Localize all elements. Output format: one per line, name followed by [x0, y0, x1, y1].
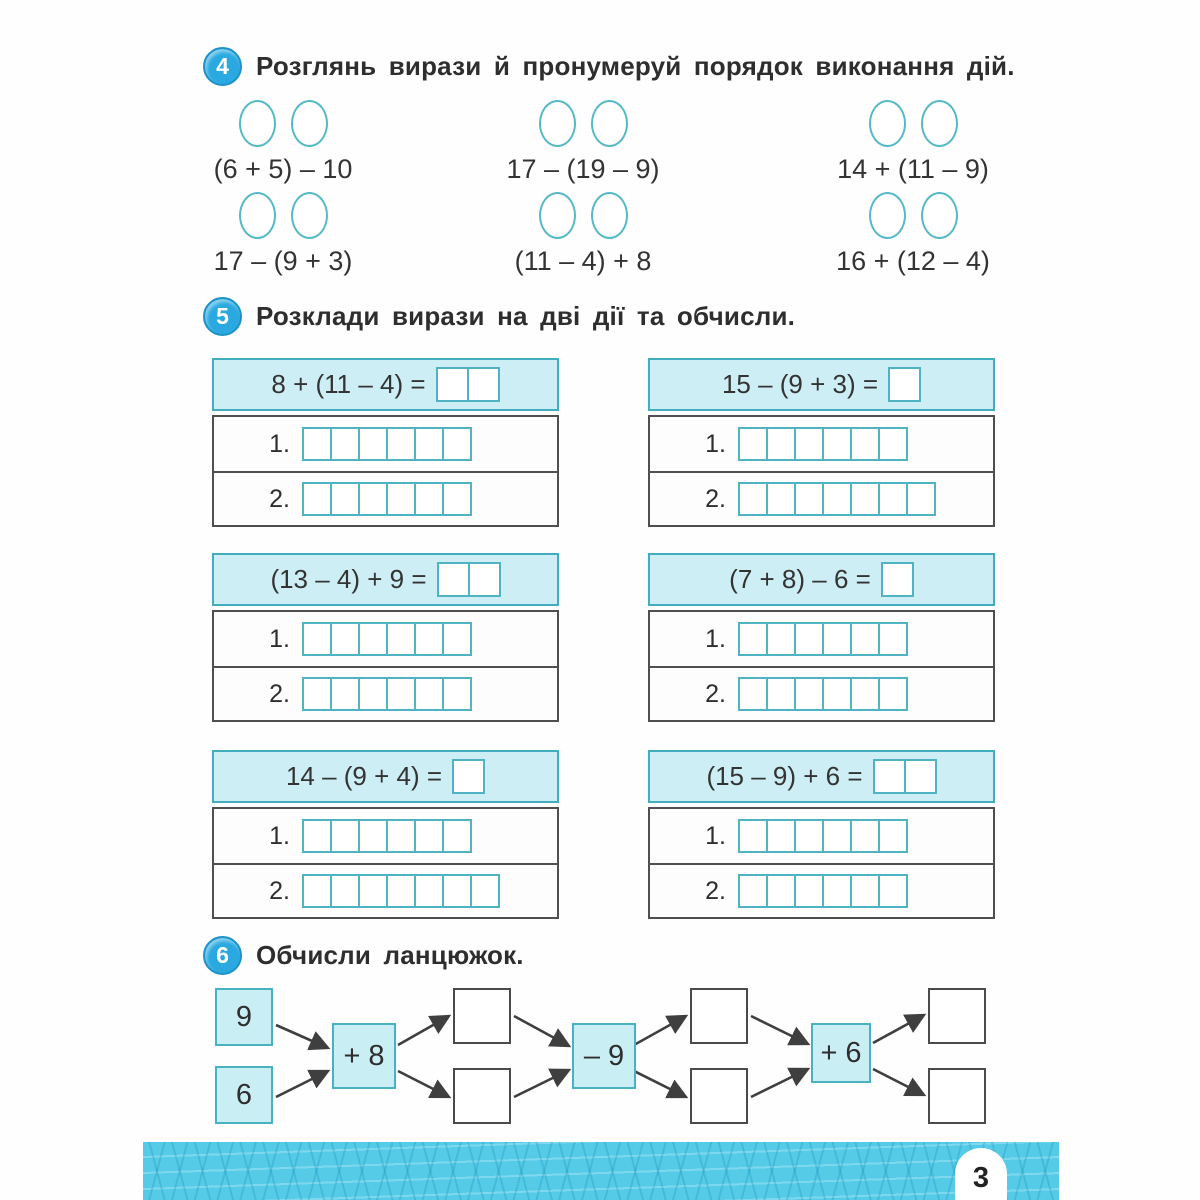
- step-row: [214, 863, 557, 917]
- step-row: [214, 666, 557, 720]
- step-label: 2.: [269, 679, 290, 708]
- expression-card: [212, 358, 559, 527]
- expression-item: [818, 192, 1008, 277]
- step-cell[interactable]: [442, 622, 472, 656]
- step-cells: [738, 819, 908, 853]
- step-cell[interactable]: [822, 427, 852, 461]
- task4-heading: [203, 47, 1015, 86]
- step-cell[interactable]: [414, 819, 444, 853]
- card-header: [212, 750, 559, 803]
- step-row: [214, 809, 557, 863]
- card-expression: 15 – (9 + 3) =: [721, 369, 879, 399]
- step-cell[interactable]: [794, 819, 824, 853]
- step-cell[interactable]: [386, 874, 416, 908]
- chain-empty-box[interactable]: [453, 1068, 511, 1124]
- step-cell[interactable]: [330, 677, 360, 711]
- expression-text: 17 – (9 + 3): [213, 246, 353, 276]
- step-cell[interactable]: [822, 874, 852, 908]
- step-cell[interactable]: [822, 819, 852, 853]
- step-cell[interactable]: [358, 622, 388, 656]
- step-cell[interactable]: [794, 874, 824, 908]
- step-cells: [738, 874, 908, 908]
- card-steps: [648, 610, 995, 722]
- card-expression: (13 – 4) + 9 =: [270, 564, 427, 594]
- step-cell[interactable]: [414, 427, 444, 461]
- step-cell[interactable]: [794, 622, 824, 656]
- expression-text: 14 + (11 – 9): [837, 154, 989, 184]
- task6-heading: [203, 936, 524, 975]
- step-label: 1.: [269, 624, 290, 653]
- step-label: 1.: [269, 429, 290, 458]
- step-cell[interactable]: [766, 819, 796, 853]
- order-circle[interactable]: [239, 100, 276, 147]
- step-cell[interactable]: [386, 677, 416, 711]
- order-circles: [869, 100, 958, 147]
- answer-cell[interactable]: [873, 759, 906, 794]
- step-cell[interactable]: [878, 482, 908, 516]
- task5-title: Розклади вирази на дві дії та обчисли.: [256, 301, 796, 331]
- order-circles: [539, 100, 628, 147]
- step-cell[interactable]: [414, 482, 444, 516]
- answer-cell[interactable]: [437, 562, 470, 597]
- expression-item: [188, 192, 378, 277]
- step-cells: [738, 482, 936, 516]
- step-label: 2.: [269, 876, 290, 905]
- step-cell[interactable]: [358, 482, 388, 516]
- expression-item: [188, 100, 378, 185]
- chain-empty-box[interactable]: [690, 988, 748, 1044]
- step-cell[interactable]: [386, 622, 416, 656]
- step-cell[interactable]: [358, 427, 388, 461]
- chain-op-box: + 8: [332, 1023, 396, 1089]
- card-expression: 14 – (9 + 4) =: [285, 761, 443, 791]
- card-header: [648, 358, 995, 411]
- step-cell[interactable]: [850, 622, 880, 656]
- step-cell[interactable]: [414, 677, 444, 711]
- task6-number-badge: 6: [203, 936, 242, 975]
- step-cell[interactable]: [738, 427, 768, 461]
- number-chain: [200, 985, 1000, 1137]
- step-cell[interactable]: [302, 482, 332, 516]
- step-cell[interactable]: [822, 482, 852, 516]
- step-cell[interactable]: [878, 427, 908, 461]
- card-steps: [212, 610, 559, 722]
- step-row: [650, 809, 993, 863]
- step-cell[interactable]: [850, 874, 880, 908]
- chain-empty-box[interactable]: [690, 1068, 748, 1124]
- chain-start-bottom: 6: [215, 1066, 273, 1124]
- expression-card: [648, 553, 995, 722]
- card-expression: 8 + (11 – 4) =: [271, 369, 426, 399]
- expression-card: [212, 553, 559, 722]
- footer-wave-band: [143, 1142, 1059, 1200]
- step-label: 1.: [705, 624, 726, 653]
- step-cells: [302, 819, 472, 853]
- chain-empty-box[interactable]: [928, 1068, 986, 1124]
- step-cell[interactable]: [358, 874, 388, 908]
- step-cell[interactable]: [330, 819, 360, 853]
- step-row: [214, 471, 557, 525]
- step-cell[interactable]: [442, 874, 472, 908]
- step-cell[interactable]: [738, 874, 768, 908]
- task5-heading: [203, 297, 795, 336]
- expression-item: [818, 100, 1008, 185]
- step-cell[interactable]: [850, 819, 880, 853]
- step-cells: [302, 622, 472, 656]
- step-row: [650, 417, 993, 471]
- step-cell[interactable]: [878, 622, 908, 656]
- step-cell[interactable]: [330, 482, 360, 516]
- step-cell[interactable]: [850, 482, 880, 516]
- step-cell[interactable]: [878, 874, 908, 908]
- step-cell[interactable]: [794, 482, 824, 516]
- page-number-tab: [955, 1148, 1007, 1200]
- order-circles: [239, 100, 328, 147]
- step-cell[interactable]: [330, 427, 360, 461]
- answer-cell[interactable]: [468, 562, 501, 597]
- step-label: 2.: [705, 679, 726, 708]
- chain-empty-box[interactable]: [453, 988, 511, 1044]
- step-label: 1.: [705, 821, 726, 850]
- step-cell[interactable]: [794, 427, 824, 461]
- step-row: [214, 612, 557, 666]
- answer-cell[interactable]: [436, 367, 469, 402]
- step-cell[interactable]: [358, 819, 388, 853]
- card-header: [212, 358, 559, 411]
- answer-cell[interactable]: [467, 367, 500, 402]
- step-cell[interactable]: [442, 482, 472, 516]
- step-cell[interactable]: [850, 677, 880, 711]
- answer-cells: [873, 759, 937, 794]
- step-cell[interactable]: [766, 622, 796, 656]
- step-cell[interactable]: [794, 677, 824, 711]
- order-circle[interactable]: [539, 192, 576, 239]
- expression-text: (6 + 5) – 10: [213, 154, 353, 184]
- order-circle[interactable]: [539, 100, 576, 147]
- answer-cell[interactable]: [888, 367, 921, 402]
- step-label: 2.: [269, 484, 290, 513]
- step-cell[interactable]: [738, 819, 768, 853]
- expression-item: [488, 192, 678, 277]
- step-cell[interactable]: [386, 482, 416, 516]
- expression-card: [648, 750, 995, 919]
- step-cells: [738, 427, 908, 461]
- step-row: [650, 666, 993, 720]
- step-row: [650, 612, 993, 666]
- step-cell[interactable]: [414, 622, 444, 656]
- step-cells: [302, 482, 472, 516]
- step-cells: [302, 874, 500, 908]
- expression-card: [212, 750, 559, 919]
- step-cell[interactable]: [442, 677, 472, 711]
- chain-start-top: 9: [215, 988, 273, 1046]
- expression-card: [648, 358, 995, 527]
- order-circle[interactable]: [239, 192, 276, 239]
- step-cell[interactable]: [822, 677, 852, 711]
- step-cells: [738, 622, 908, 656]
- page-number: 3: [972, 1161, 990, 1194]
- task6-title: Обчисли ланцюжок.: [256, 940, 524, 970]
- task4-number-badge: 4: [203, 47, 242, 86]
- answer-cell[interactable]: [904, 759, 937, 794]
- order-circles: [239, 192, 328, 239]
- step-cell[interactable]: [738, 622, 768, 656]
- step-cells: [302, 427, 472, 461]
- card-steps: [648, 415, 995, 527]
- card-expression: (7 + 8) – 6 =: [729, 564, 871, 594]
- step-label: 1.: [269, 821, 290, 850]
- card-header: [648, 553, 995, 606]
- order-circle[interactable]: [869, 100, 906, 147]
- step-cell[interactable]: [358, 677, 388, 711]
- card-steps: [212, 807, 559, 919]
- step-cell[interactable]: [766, 482, 796, 516]
- step-cell[interactable]: [470, 874, 500, 908]
- step-cell[interactable]: [442, 427, 472, 461]
- step-cell[interactable]: [302, 874, 332, 908]
- step-cell[interactable]: [738, 677, 768, 711]
- step-cell[interactable]: [386, 819, 416, 853]
- step-label: 2.: [705, 876, 726, 905]
- card-expression: (15 – 9) + 6 =: [706, 761, 863, 791]
- step-cell[interactable]: [302, 677, 332, 711]
- step-row: [650, 471, 993, 525]
- step-cell[interactable]: [386, 427, 416, 461]
- step-row: [650, 863, 993, 917]
- chain-empty-box[interactable]: [928, 988, 986, 1044]
- expression-text: (11 – 4) + 8: [514, 246, 652, 276]
- answer-cells: [452, 759, 485, 794]
- order-circle[interactable]: [291, 100, 328, 147]
- order-circle[interactable]: [291, 192, 328, 239]
- card-header: [648, 750, 995, 803]
- answer-cell[interactable]: [452, 759, 485, 794]
- step-row: [214, 417, 557, 471]
- card-steps: [212, 415, 559, 527]
- step-cell[interactable]: [330, 622, 360, 656]
- step-cells: [738, 677, 908, 711]
- step-cell[interactable]: [414, 874, 444, 908]
- order-circles: [539, 192, 628, 239]
- chain-op-box: – 9: [572, 1023, 636, 1089]
- answer-cells: [437, 562, 501, 597]
- step-cell[interactable]: [906, 482, 936, 516]
- card-header: [212, 553, 559, 606]
- expression-text: 17 – (19 – 9): [506, 154, 660, 184]
- card-steps: [648, 807, 995, 919]
- step-cell[interactable]: [822, 622, 852, 656]
- chain-op-box: + 6: [811, 1023, 871, 1083]
- step-cell[interactable]: [878, 677, 908, 711]
- step-cell[interactable]: [738, 482, 768, 516]
- task4-title: Розглянь вирази й пронумеруй порядок виконання дій.: [256, 51, 1015, 81]
- order-circle[interactable]: [591, 192, 628, 239]
- step-cell[interactable]: [302, 819, 332, 853]
- order-circle[interactable]: [591, 100, 628, 147]
- task5-number-badge: 5: [203, 297, 242, 336]
- answer-cells: [888, 367, 921, 402]
- expression-text: 16 + (12 – 4): [836, 246, 990, 276]
- order-circle[interactable]: [921, 100, 958, 147]
- order-circles: [869, 192, 958, 239]
- answer-cells: [881, 562, 914, 597]
- step-cell[interactable]: [766, 874, 796, 908]
- order-circle[interactable]: [869, 192, 906, 239]
- step-label: 1.: [705, 429, 726, 458]
- answer-cell[interactable]: [881, 562, 914, 597]
- step-cell[interactable]: [878, 819, 908, 853]
- step-cell[interactable]: [330, 874, 360, 908]
- step-cell[interactable]: [766, 427, 796, 461]
- answer-cells: [436, 367, 500, 402]
- step-cell[interactable]: [302, 622, 332, 656]
- step-label: 2.: [705, 484, 726, 513]
- step-cell[interactable]: [766, 677, 796, 711]
- step-cell[interactable]: [850, 427, 880, 461]
- step-cells: [302, 677, 472, 711]
- step-cell[interactable]: [302, 427, 332, 461]
- step-cell[interactable]: [442, 819, 472, 853]
- expression-item: [488, 100, 678, 185]
- order-circle[interactable]: [921, 192, 958, 239]
